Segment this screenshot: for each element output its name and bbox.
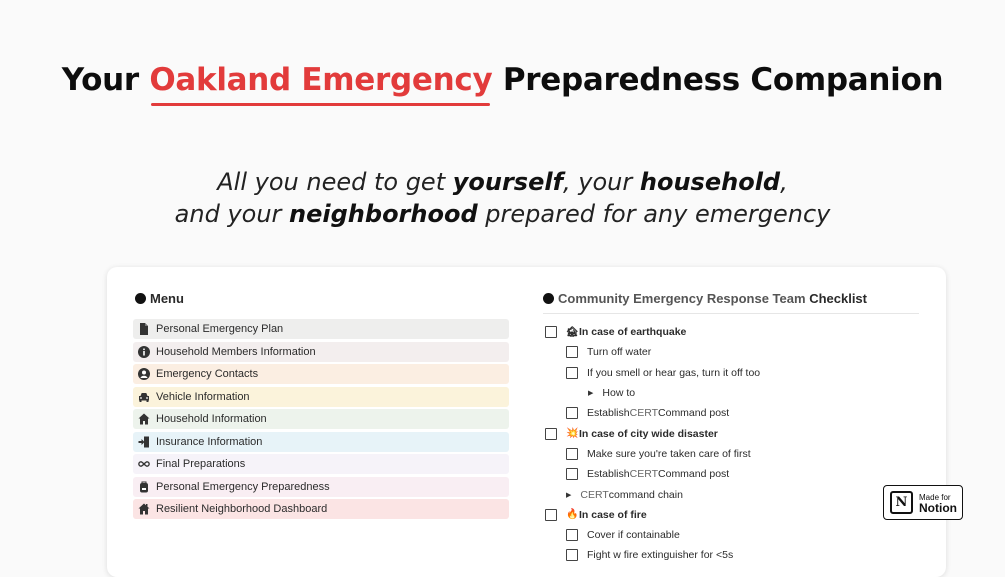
menu-item-insurance-information[interactable] — [133, 432, 509, 452]
menu-item-label: Insurance Information — [156, 435, 263, 448]
checklist-row-fire — [545, 505, 925, 525]
checklist-row-make-sure — [545, 444, 925, 464]
sub-emphasis: yourself — [452, 168, 564, 196]
checklist-row-establish-cert-1 — [545, 403, 925, 423]
headline-accent: Oakland Emergency — [149, 62, 493, 98]
sub-text: , your — [563, 168, 640, 196]
toggle-cert-command-chain[interactable] — [545, 484, 925, 504]
menu-item-label: Resilient Neighborhood Dashboard — [156, 503, 328, 515]
checklist-title-bold: Checklist — [809, 291, 867, 306]
menu-list — [133, 319, 509, 522]
checklist-label: In case of fire — [579, 508, 647, 521]
checklist-label: Make sure you're taken care of first — [587, 447, 751, 460]
menu-item-label: Emergency Contacts — [156, 368, 259, 380]
sub-text: prepared for any emergency — [477, 200, 831, 228]
checklist-label: Establish — [587, 468, 630, 481]
badge-small-text: Made for — [919, 492, 951, 502]
checklist-row-earthquake — [545, 322, 925, 342]
menu-item-emergency-contacts[interactable] — [133, 364, 509, 384]
user-circle-icon — [137, 367, 151, 381]
document-icon — [137, 322, 151, 336]
black-circle-icon — [135, 293, 146, 304]
cert-code: CERT — [629, 407, 659, 420]
checkbox[interactable] — [566, 468, 578, 480]
checklist-row-turn-off-water — [545, 342, 925, 362]
menu-title: Menu — [150, 291, 184, 306]
menu-item-personal-emergency-preparedness[interactable] — [133, 477, 509, 497]
toggle-label: command chain — [608, 488, 683, 501]
checkbox[interactable] — [566, 367, 578, 379]
car-icon — [137, 390, 151, 404]
checklist-label: In case of city wide disaster — [579, 427, 718, 440]
login-icon — [137, 435, 151, 449]
toggle-label: How to — [602, 387, 636, 400]
toggle-how-to[interactable] — [545, 383, 925, 403]
menu-item-household-members[interactable] — [133, 342, 509, 362]
menu-item-label: Final Preparations — [156, 458, 246, 470]
menu-item-label: Household Information — [156, 413, 267, 425]
checkbox[interactable] — [566, 448, 578, 460]
menu-item-label: Vehicle Information — [156, 390, 250, 403]
checkbox[interactable] — [566, 529, 578, 541]
house-icon — [137, 412, 151, 426]
triangle-right-icon: ▶ — [588, 390, 594, 398]
checklist-label: Turn off water — [587, 346, 652, 359]
subheadline-line-2 — [0, 198, 1005, 230]
checklist-label: Fight w fire extinguisher for <5s — [587, 549, 734, 562]
headline-text: Your — [61, 62, 150, 98]
cert-checklist — [545, 322, 925, 566]
notion-preview-card — [107, 267, 946, 577]
backpack-icon — [137, 480, 151, 494]
black-circle-icon — [543, 293, 554, 304]
checklist-heading — [543, 291, 867, 306]
checklist-row-city-disaster — [545, 423, 925, 443]
checklist-row-fight — [545, 545, 925, 565]
badge-big-text: Notion — [919, 500, 957, 515]
subheadline-line-1 — [0, 166, 1005, 198]
triangle-right-icon: ▶ — [566, 491, 572, 499]
sub-text: All you need to get — [217, 168, 453, 196]
notion-logo-icon: N — [890, 491, 913, 514]
page-headline — [0, 62, 1005, 98]
sub-text: , — [780, 168, 788, 196]
checkbox[interactable] — [566, 549, 578, 561]
neighborhood-icon — [137, 502, 151, 516]
checklist-label: Command post — [658, 468, 730, 481]
menu-item-personal-emergency-plan[interactable] — [133, 319, 509, 339]
infinity-icon — [137, 457, 151, 471]
page-subheadline — [0, 166, 1005, 230]
checklist-row-cover — [545, 525, 925, 545]
checklist-label: Command post — [658, 407, 730, 420]
heading-divider — [543, 313, 919, 314]
badge-text — [919, 492, 957, 514]
menu-item-label: Personal Emergency Preparedness — [156, 480, 330, 493]
info-icon — [137, 345, 151, 359]
headline-text-end: Preparedness Companion — [492, 62, 944, 98]
checkbox[interactable] — [545, 326, 557, 338]
menu-item-vehicle-information[interactable] — [133, 387, 509, 407]
cert-code: CERT — [580, 488, 609, 501]
cert-code: CERT — [629, 468, 659, 481]
menu-item-household-information[interactable] — [133, 409, 509, 429]
collision-icon: 💥 — [566, 428, 579, 440]
menu-item-resilient-neighborhood-dashboard[interactable] — [133, 499, 509, 519]
sub-text: and your — [174, 200, 290, 228]
checklist-row-establish-cert-2 — [545, 464, 925, 484]
checklist-label: In case of earthquake — [579, 326, 687, 339]
fire-icon: 🔥 — [566, 509, 579, 521]
checklist-row-gas — [545, 363, 925, 383]
sub-emphasis: household — [639, 168, 781, 196]
menu-item-final-preparations[interactable] — [133, 454, 509, 474]
checklist-label: Cover if containable — [587, 529, 680, 542]
made-for-notion-badge[interactable] — [883, 485, 963, 520]
checkbox[interactable] — [566, 346, 578, 358]
menu-heading — [135, 291, 184, 306]
house-damaged-icon: 🏚 — [566, 326, 579, 338]
sub-emphasis: neighborhood — [289, 200, 478, 228]
checklist-title-muted: Community Emergency Response Team — [558, 291, 806, 306]
checklist-label: If you smell or hear gas, turn it off too — [587, 366, 761, 379]
checkbox[interactable] — [566, 407, 578, 419]
menu-item-label: Household Members Information — [156, 345, 316, 358]
checkbox[interactable] — [545, 428, 557, 440]
checkbox[interactable] — [545, 509, 557, 521]
menu-item-label: Personal Emergency Plan — [156, 323, 284, 335]
checklist-label: Establish — [587, 407, 630, 420]
